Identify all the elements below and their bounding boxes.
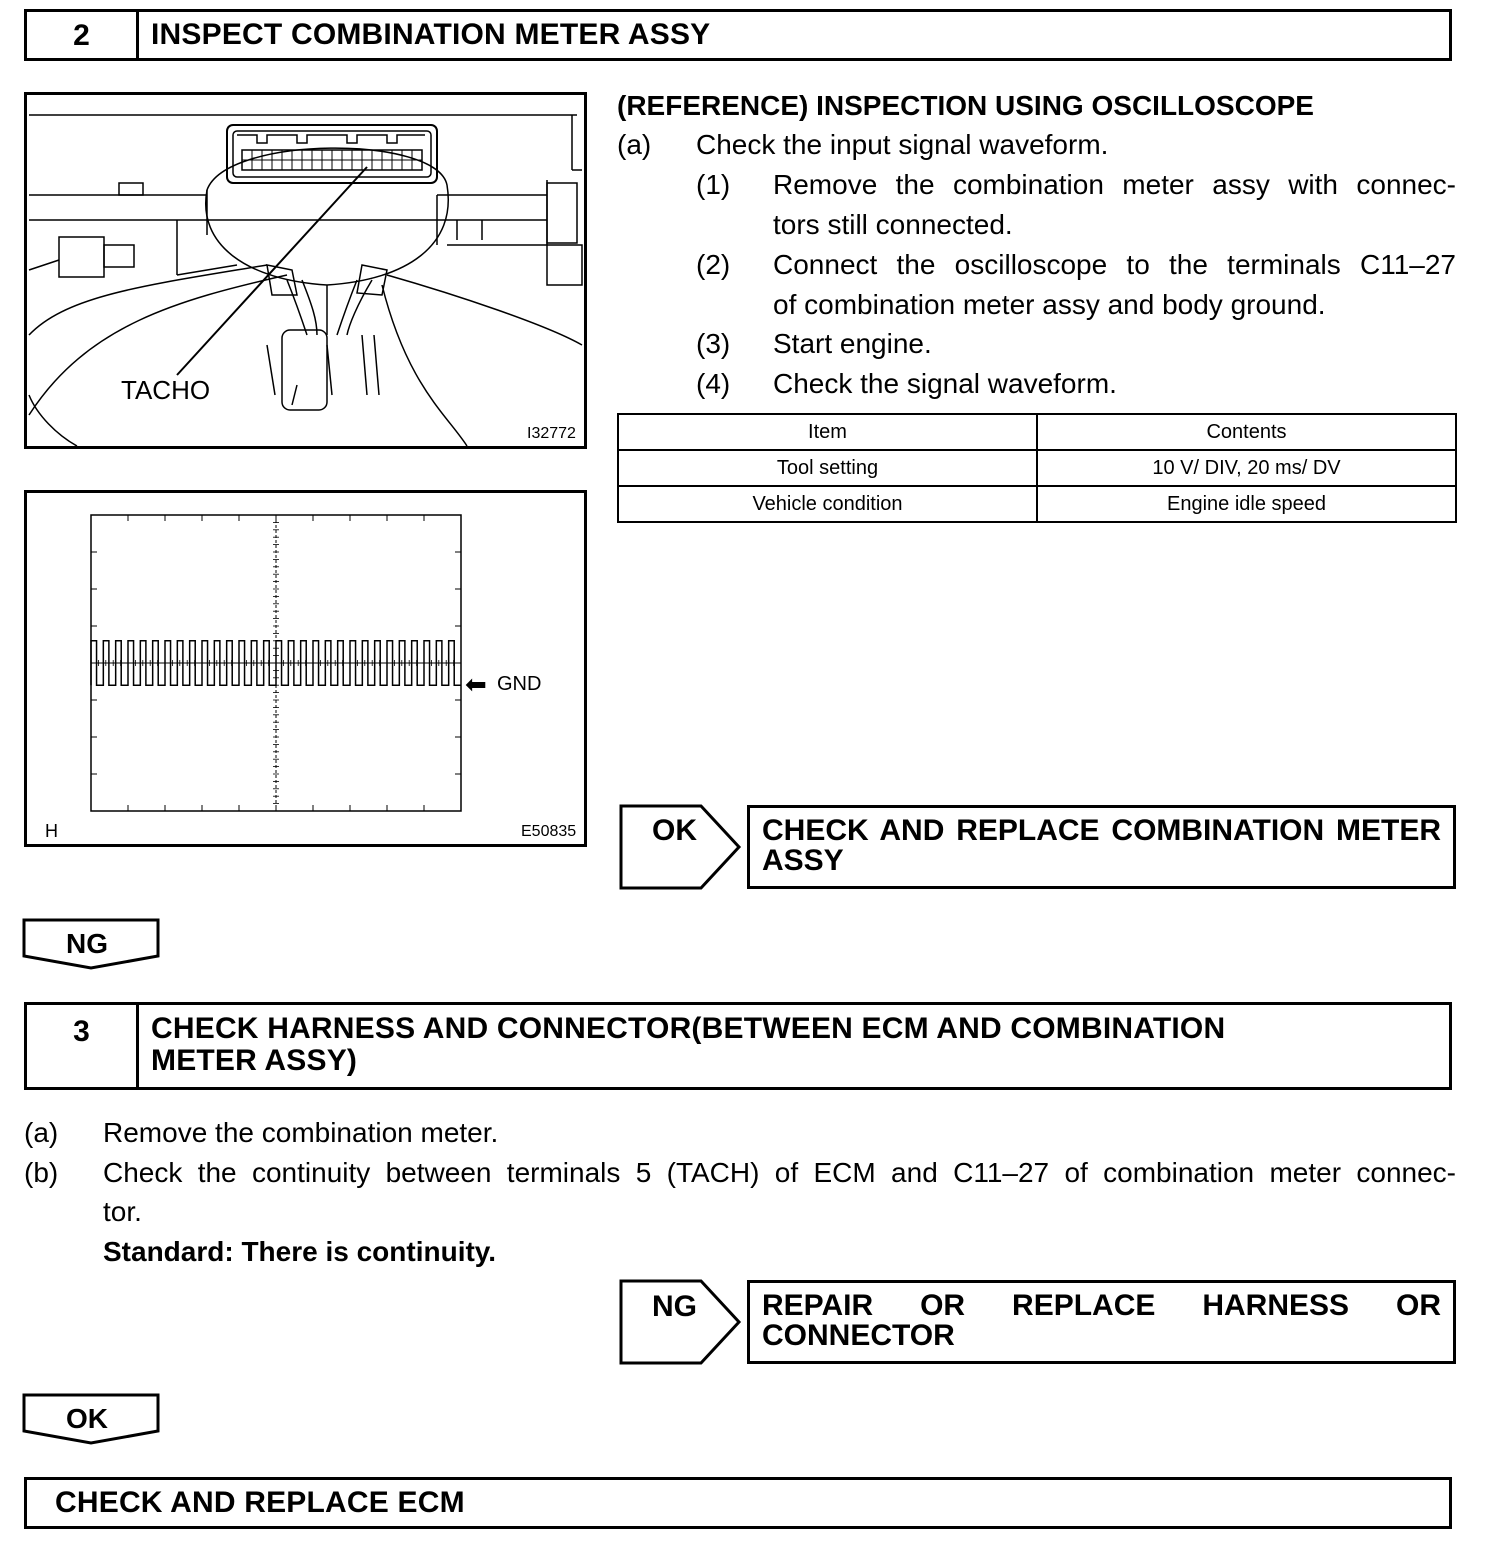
- step-4-line1: Check the signal waveform.: [773, 368, 1117, 399]
- table-cell: Engine idle speed: [1037, 486, 1456, 522]
- table-header-item: Item: [618, 414, 1037, 450]
- standard-text: Standard: There is continuity.: [103, 1236, 497, 1267]
- final-step-text: CHECK AND REPLACE ECM: [55, 1486, 465, 1519]
- gnd-label: GND: [497, 673, 542, 695]
- gnd-arrow-icon: ⬅: [465, 669, 487, 699]
- step3-b-marker: (b): [24, 1157, 59, 1188]
- result-replace-meter: [747, 805, 1456, 889]
- table-cell: Vehicle condition: [618, 486, 1037, 522]
- connector-illustration: [24, 92, 587, 449]
- inspection-a-text: Check the input signal waveform.: [696, 129, 1109, 160]
- step3-a-text: Remove the combination meter.: [103, 1117, 499, 1148]
- connector-drawing: [27, 95, 584, 446]
- step-3-number: 3: [27, 1005, 139, 1087]
- step-3-title: [139, 1005, 1449, 1087]
- step3-b-line2: tor.: [103, 1196, 142, 1227]
- step-3-header: [24, 1002, 1452, 1090]
- step-2-line2: of combination meter assy and body ground.: [773, 289, 1326, 320]
- table-cell: Tool setting: [618, 450, 1037, 486]
- waveform-series-line: [91, 641, 461, 685]
- result-replace-meter-line2: ASSY: [762, 844, 844, 877]
- figure-2-code: E50835: [521, 823, 577, 840]
- step3-a-marker: (a): [24, 1117, 59, 1148]
- table-header-row: [618, 414, 1456, 450]
- figure-2-corner-label: H: [45, 821, 58, 841]
- ok-label-down: OK: [66, 1403, 108, 1434]
- ok-label-step2: OK: [652, 814, 697, 847]
- step-2-number: 2: [27, 12, 139, 58]
- step-2-header: [24, 9, 1452, 61]
- result-repair-harness-line1: REPAIR OR REPLACE HARNESS OR: [762, 1289, 1441, 1322]
- inspection-heading: (REFERENCE) INSPECTION USING OSCILLOSCOPE: [617, 90, 1314, 121]
- spec-table: [617, 413, 1457, 523]
- step-1-marker: (1): [696, 169, 731, 200]
- step-1-line2: tors still connected.: [773, 209, 1013, 240]
- final-step-box: [24, 1477, 1452, 1529]
- result-repair-harness-line2: CONNECTOR: [762, 1319, 955, 1352]
- result-repair-harness: [747, 1280, 1456, 1364]
- result-replace-meter-line1: CHECK AND REPLACE COMBINATION METER: [762, 814, 1441, 847]
- table-cell: 10 V/ DIV, 20 ms/ DV: [1037, 450, 1456, 486]
- table-row: [618, 450, 1456, 486]
- step-3-line1: Start engine.: [773, 328, 932, 359]
- waveform-chart: [27, 493, 584, 844]
- tacho-label: TACHO: [121, 375, 211, 405]
- step-3-marker: (3): [696, 328, 731, 359]
- table-row: [618, 486, 1456, 522]
- ng-label-down: NG: [66, 928, 108, 959]
- figure-1-code: I32772: [527, 425, 576, 442]
- table-header-contents: Contents: [1037, 414, 1456, 450]
- step-2-marker: (2): [696, 249, 731, 280]
- ng-label-step3: NG: [652, 1290, 697, 1323]
- step-3-title-line1: CHECK HARNESS AND CONNECTOR(BETWEEN ECM AND COMBINATION: [151, 1012, 1226, 1045]
- step3-b-line1: Check the continuity between terminals 5 (TACH) of ECM and C11–27 of combination meter connec-: [103, 1157, 1456, 1188]
- step-3-title-line2: METER ASSY): [151, 1044, 358, 1077]
- step-4-marker: (4): [696, 368, 731, 399]
- oscilloscope-figure: [24, 490, 587, 847]
- step-1-line1: Remove the combination meter assy with connec-: [773, 169, 1456, 200]
- step-2-line1: Connect the oscilloscope to the terminals C11–27: [773, 249, 1456, 280]
- step-2-title: INSPECT COMBINATION METER ASSY: [151, 18, 711, 51]
- inspection-a-marker: (a): [617, 129, 652, 160]
